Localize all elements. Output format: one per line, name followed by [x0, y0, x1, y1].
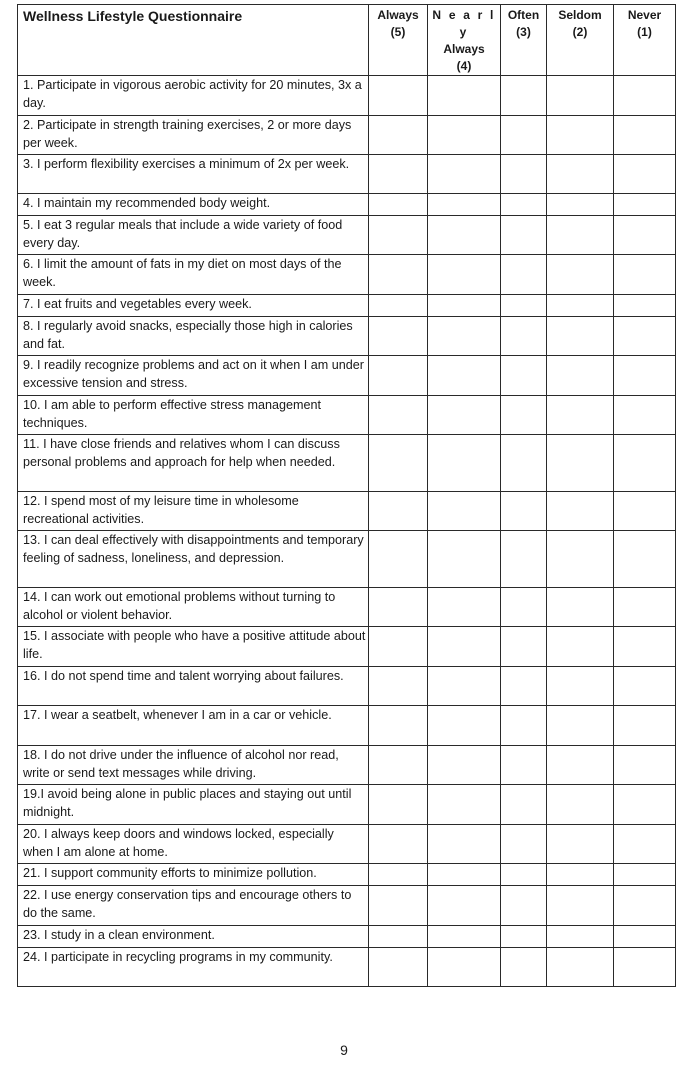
column-header-seldom — [547, 5, 614, 76]
question-row — [18, 825, 676, 864]
answer-cell-always[interactable] — [369, 435, 428, 492]
question-text: 21. I support community efforts to minimize pollution. — [18, 864, 369, 886]
answer-cell-seldom[interactable] — [547, 588, 614, 627]
question-text: 15. I associate with people who have a positive attitude about life. — [18, 627, 369, 667]
answer-cell-nearly-always[interactable] — [428, 356, 501, 396]
answer-cell-never[interactable] — [614, 948, 676, 987]
answer-cell-always[interactable] — [369, 948, 428, 987]
answer-cell-always[interactable] — [369, 864, 428, 886]
question-text: 19.I avoid being alone in public places and staying out until midnight. — [18, 785, 369, 825]
answer-cell-always[interactable] — [369, 155, 428, 194]
column-label: Always — [377, 8, 419, 22]
answer-cell-seldom[interactable] — [547, 785, 614, 825]
question-row — [18, 396, 676, 435]
answer-cell-nearly-always[interactable] — [428, 155, 501, 194]
answer-cell-always[interactable] — [369, 317, 428, 356]
answer-cell-never[interactable] — [614, 295, 676, 317]
answer-cell-nearly-always[interactable] — [428, 255, 501, 295]
answer-cell-never[interactable] — [614, 667, 676, 706]
answer-cell-never[interactable] — [614, 155, 676, 194]
column-label: Seldom — [558, 8, 602, 22]
answer-cell-seldom[interactable] — [547, 255, 614, 295]
answer-cell-always[interactable] — [369, 785, 428, 825]
answer-cell-always[interactable] — [369, 194, 428, 216]
answer-cell-nearly-always[interactable] — [428, 886, 501, 926]
questionnaire-table — [17, 4, 676, 987]
column-score: (1) — [637, 25, 652, 39]
answer-cell-seldom[interactable] — [547, 76, 614, 116]
column-label: Often — [507, 8, 540, 22]
column-score: (4) — [456, 59, 472, 73]
question-text: 17. I wear a seatbelt, whenever I am in a car or vehicle. — [18, 706, 369, 746]
answer-cell-nearly-always[interactable] — [428, 492, 501, 531]
answer-cell-nearly-always[interactable] — [428, 396, 501, 435]
answer-cell-often[interactable] — [501, 588, 547, 627]
answer-cell-always[interactable] — [369, 356, 428, 396]
answer-cell-often[interactable] — [501, 116, 547, 155]
answer-cell-seldom[interactable] — [547, 396, 614, 435]
answer-cell-often[interactable] — [501, 926, 547, 948]
answer-cell-often[interactable] — [501, 396, 547, 435]
question-row — [18, 194, 676, 216]
answer-cell-never[interactable] — [614, 588, 676, 627]
question-text: 12. I spend most of my leisure time in wholesome recreational activities. — [18, 492, 369, 531]
answer-cell-often[interactable] — [501, 216, 547, 255]
answer-cell-nearly-always[interactable] — [428, 295, 501, 317]
question-text: 11. I have close friends and relatives whom I can discuss personal problems and approach for help when needed. — [18, 435, 369, 492]
answer-cell-nearly-always[interactable] — [428, 531, 501, 588]
answer-cell-always[interactable] — [369, 588, 428, 627]
question-row — [18, 317, 676, 356]
answer-cell-often[interactable] — [501, 531, 547, 588]
answer-cell-seldom[interactable] — [547, 926, 614, 948]
answer-cell-seldom[interactable] — [547, 864, 614, 886]
answer-cell-nearly-always[interactable] — [428, 317, 501, 356]
question-row — [18, 864, 676, 886]
answer-cell-nearly-always[interactable] — [428, 627, 501, 667]
question-text: 1. Participate in vigorous aerobic activity for 20 minutes, 3x a day. — [18, 76, 369, 116]
answer-cell-never[interactable] — [614, 116, 676, 155]
question-text: 4. I maintain my recommended body weight. — [18, 194, 369, 216]
question-row — [18, 492, 676, 531]
answer-cell-seldom[interactable] — [547, 746, 614, 785]
answer-cell-never[interactable] — [614, 886, 676, 926]
column-header-often — [501, 5, 547, 76]
answer-cell-nearly-always[interactable] — [428, 435, 501, 492]
answer-cell-never[interactable] — [614, 492, 676, 531]
column-label-second-line: Always — [443, 42, 485, 56]
column-header-never — [614, 5, 676, 76]
answer-cell-seldom[interactable] — [547, 948, 614, 987]
answer-cell-nearly-always[interactable] — [428, 706, 501, 746]
question-text: 6. I limit the amount of fats in my diet on most days of the week. — [18, 255, 369, 295]
answer-cell-never[interactable] — [614, 76, 676, 116]
answer-cell-often[interactable] — [501, 746, 547, 785]
answer-cell-nearly-always[interactable] — [428, 785, 501, 825]
answer-cell-never[interactable] — [614, 255, 676, 295]
answer-cell-seldom[interactable] — [547, 116, 614, 155]
answer-cell-always[interactable] — [369, 825, 428, 864]
answer-cell-always[interactable] — [369, 492, 428, 531]
answer-cell-seldom[interactable] — [547, 886, 614, 926]
answer-cell-always[interactable] — [369, 531, 428, 588]
question-text: 10. I am able to perform effective stress management techniques. — [18, 396, 369, 435]
question-text: 24. I participate in recycling programs in my community. — [18, 948, 369, 987]
answer-cell-seldom[interactable] — [547, 216, 614, 255]
answer-cell-never[interactable] — [614, 356, 676, 396]
question-text: 14. I can work out emotional problems without turning to alcohol or violent behavior. — [18, 588, 369, 627]
question-row — [18, 627, 676, 667]
answer-cell-never[interactable] — [614, 435, 676, 492]
answer-cell-never[interactable] — [614, 317, 676, 356]
answer-cell-seldom[interactable] — [547, 194, 614, 216]
answer-cell-nearly-always[interactable] — [428, 825, 501, 864]
column-score: (2) — [572, 25, 588, 39]
answer-cell-nearly-always[interactable] — [428, 216, 501, 255]
question-text: 22. I use energy conservation tips and encourage others to do the same. — [18, 886, 369, 926]
answer-cell-often[interactable] — [501, 255, 547, 295]
answer-cell-always[interactable] — [369, 76, 428, 116]
answer-cell-seldom[interactable] — [547, 356, 614, 396]
column-score: (3) — [516, 25, 531, 39]
answer-cell-always[interactable] — [369, 706, 428, 746]
column-header-always — [369, 5, 428, 76]
answer-cell-seldom[interactable] — [547, 627, 614, 667]
answer-cell-nearly-always[interactable] — [428, 76, 501, 116]
question-row — [18, 746, 676, 785]
answer-cell-always[interactable] — [369, 667, 428, 706]
answer-cell-often[interactable] — [501, 76, 547, 116]
question-row — [18, 667, 676, 706]
answer-cell-often[interactable] — [501, 706, 547, 746]
question-row — [18, 948, 676, 987]
question-text: 7. I eat fruits and vegetables every week. — [18, 295, 369, 317]
question-row — [18, 155, 676, 194]
question-row — [18, 588, 676, 627]
answer-cell-never[interactable] — [614, 194, 676, 216]
answer-cell-often[interactable] — [501, 356, 547, 396]
question-row — [18, 255, 676, 295]
answer-cell-often[interactable] — [501, 295, 547, 317]
answer-cell-seldom[interactable] — [547, 706, 614, 746]
answer-cell-always[interactable] — [369, 295, 428, 317]
question-text: 9. I readily recognize problems and act on it when I am under excessive tension and stress. — [18, 356, 369, 396]
answer-cell-always[interactable] — [369, 886, 428, 926]
question-text: 13. I can deal effectively with disappointments and temporary feeling of sadness, loneliness, and depression. — [18, 531, 369, 588]
answer-cell-nearly-always[interactable] — [428, 948, 501, 987]
question-text: 16. I do not spend time and talent worrying about failures. — [18, 667, 369, 706]
questionnaire-title: Wellness Lifestyle Questionnaire — [18, 5, 369, 76]
answer-cell-nearly-always[interactable] — [428, 864, 501, 886]
question-row — [18, 76, 676, 116]
question-row — [18, 295, 676, 317]
page-number: 9 — [340, 1042, 348, 1058]
answer-cell-seldom[interactable] — [547, 531, 614, 588]
answer-cell-always[interactable] — [369, 627, 428, 667]
answer-cell-never[interactable] — [614, 825, 676, 864]
question-text: 8. I regularly avoid snacks, especially those high in calories and fat. — [18, 317, 369, 356]
answer-cell-nearly-always[interactable] — [428, 588, 501, 627]
answer-cell-often[interactable] — [501, 492, 547, 531]
column-label: Never — [627, 8, 662, 22]
answer-cell-never[interactable] — [614, 531, 676, 588]
answer-cell-often[interactable] — [501, 825, 547, 864]
answer-cell-always[interactable] — [369, 116, 428, 155]
answer-cell-never[interactable] — [614, 396, 676, 435]
answer-cell-nearly-always[interactable] — [428, 746, 501, 785]
answer-cell-often[interactable] — [501, 864, 547, 886]
answer-cell-always[interactable] — [369, 926, 428, 948]
question-text: 20. I always keep doors and windows locked, especially when I am alone at home. — [18, 825, 369, 864]
answer-cell-always[interactable] — [369, 396, 428, 435]
answer-cell-nearly-always[interactable] — [428, 116, 501, 155]
question-text: 3. I perform flexibility exercises a minimum of 2x per week. — [18, 155, 369, 194]
answer-cell-often[interactable] — [501, 948, 547, 987]
answer-cell-often[interactable] — [501, 785, 547, 825]
question-row — [18, 785, 676, 825]
answer-cell-always[interactable] — [369, 216, 428, 255]
header-row — [18, 5, 676, 76]
answer-cell-never[interactable] — [614, 706, 676, 746]
column-score: (5) — [390, 25, 406, 39]
answer-cell-always[interactable] — [369, 255, 428, 295]
answer-cell-never[interactable] — [614, 926, 676, 948]
question-text: 23. I study in a clean environment. — [18, 926, 369, 948]
question-row — [18, 116, 676, 155]
question-row — [18, 706, 676, 746]
question-text: 2. Participate in strength training exercises, 2 or more days per week. — [18, 116, 369, 155]
answer-cell-nearly-always[interactable] — [428, 194, 501, 216]
question-text: 5. I eat 3 regular meals that include a wide variety of food every day. — [18, 216, 369, 255]
answer-cell-never[interactable] — [614, 627, 676, 667]
answer-cell-seldom[interactable] — [547, 825, 614, 864]
answer-cell-often[interactable] — [501, 886, 547, 926]
question-row — [18, 356, 676, 396]
answer-cell-often[interactable] — [501, 317, 547, 356]
answer-cell-always[interactable] — [369, 746, 428, 785]
answer-cell-seldom[interactable] — [547, 435, 614, 492]
answer-cell-often[interactable] — [501, 435, 547, 492]
column-header-nearly-always — [428, 5, 501, 76]
question-row — [18, 926, 676, 948]
question-row — [18, 531, 676, 588]
answer-cell-seldom[interactable] — [547, 155, 614, 194]
answer-cell-often[interactable] — [501, 667, 547, 706]
question-row — [18, 216, 676, 255]
answer-cell-nearly-always[interactable] — [428, 667, 501, 706]
answer-cell-seldom[interactable] — [547, 492, 614, 531]
answer-cell-seldom[interactable] — [547, 317, 614, 356]
answer-cell-never[interactable] — [614, 785, 676, 825]
question-row — [18, 435, 676, 492]
answer-cell-often[interactable] — [501, 155, 547, 194]
answer-cell-never[interactable] — [614, 216, 676, 255]
question-row — [18, 886, 676, 926]
column-label: N e a r l y — [432, 8, 496, 39]
question-text: 18. I do not drive under the influence of alcohol nor read, write or send text messages while driving. — [18, 746, 369, 785]
answer-cell-often[interactable] — [501, 194, 547, 216]
answer-cell-nearly-always[interactable] — [428, 926, 501, 948]
answer-cell-never[interactable] — [614, 864, 676, 886]
answer-cell-often[interactable] — [501, 627, 547, 667]
answer-cell-seldom[interactable] — [547, 667, 614, 706]
answer-cell-seldom[interactable] — [547, 295, 614, 317]
answer-cell-never[interactable] — [614, 746, 676, 785]
